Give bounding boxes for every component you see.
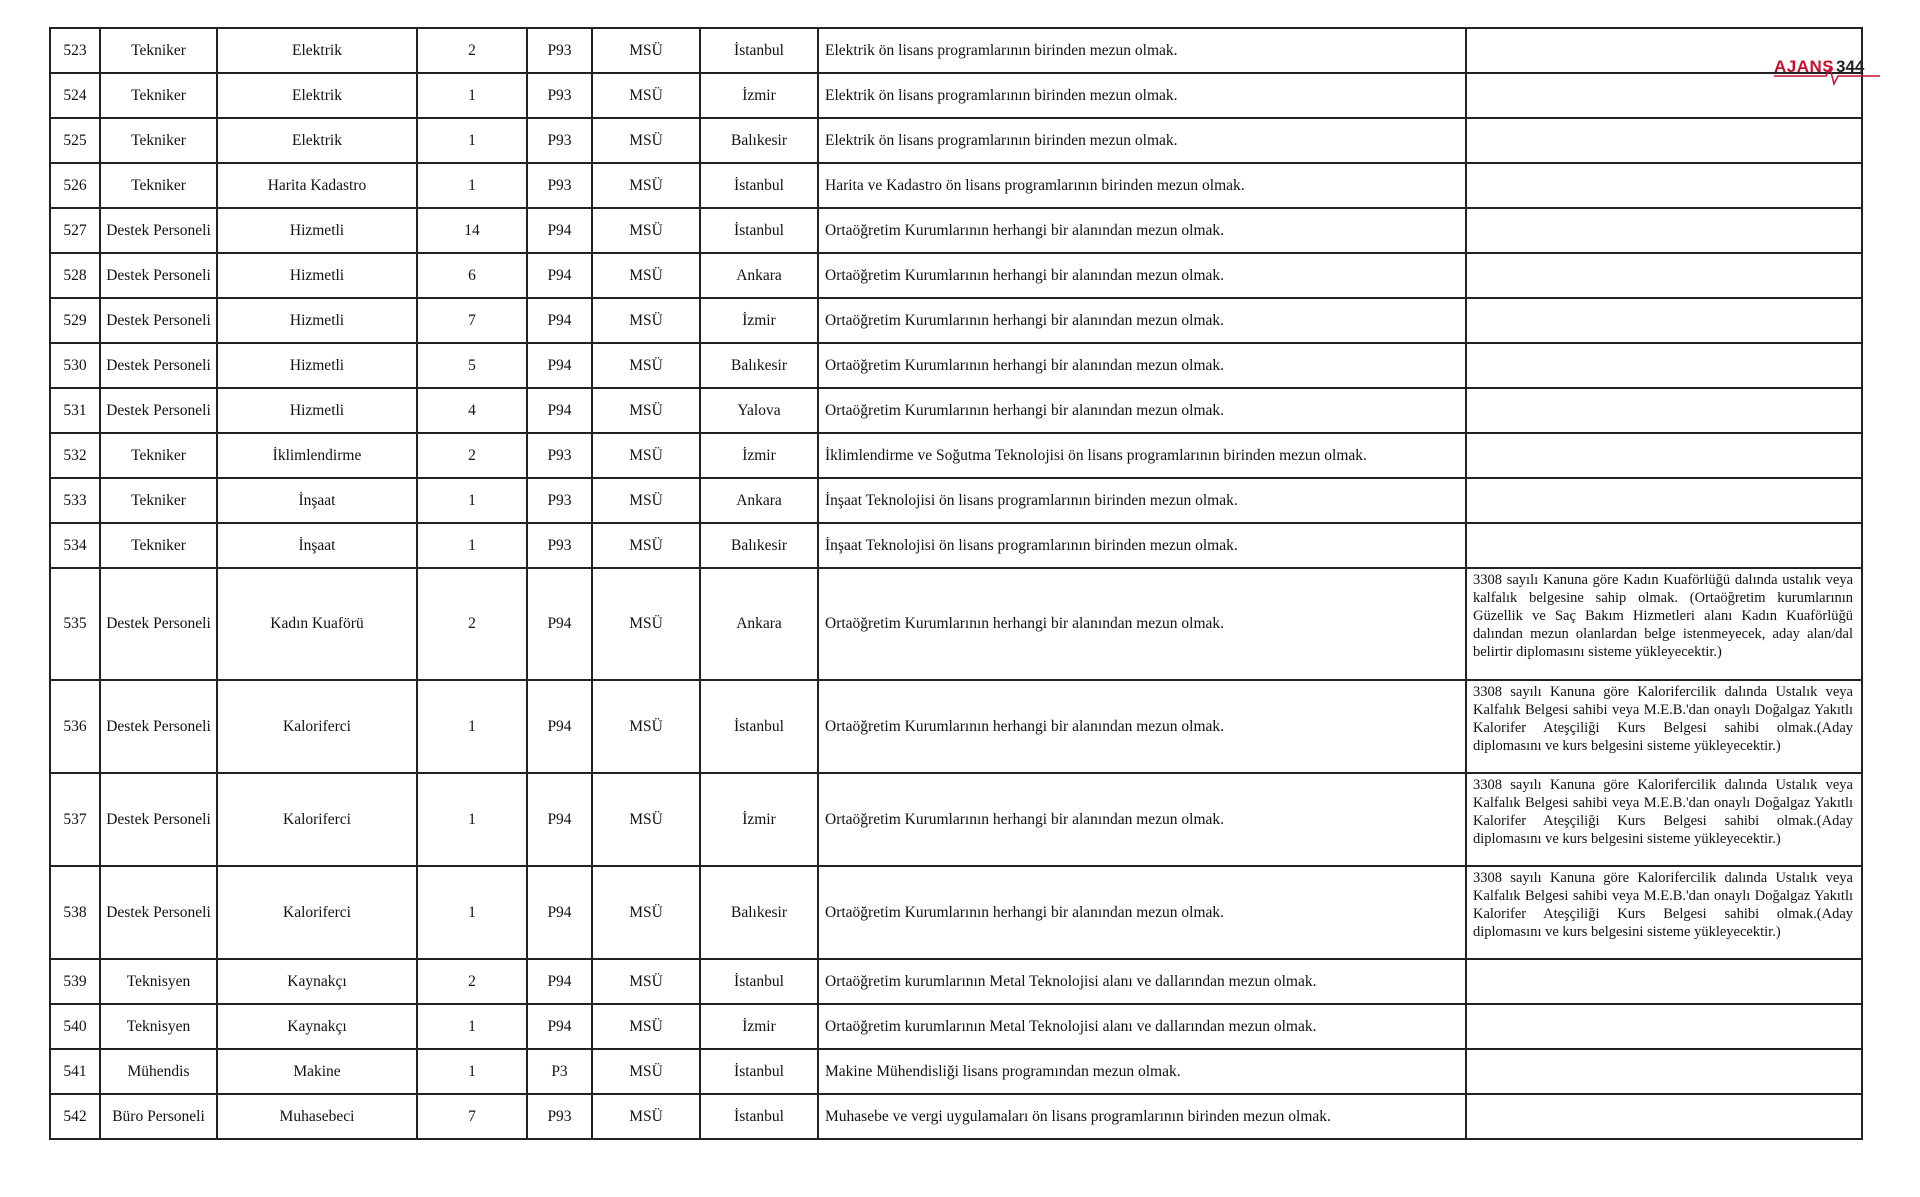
title-cell: İnşaat bbox=[217, 478, 417, 523]
code-cell: P94 bbox=[527, 253, 592, 298]
table-row bbox=[50, 680, 1862, 773]
requirement-cell: Ortaöğretim Kurumlarının herhangi bir alanından mezun olmak. bbox=[818, 388, 1466, 433]
unit-cell: MSÜ bbox=[592, 523, 700, 568]
count-cell: 1 bbox=[417, 523, 527, 568]
unit-cell: MSÜ bbox=[592, 568, 700, 680]
unit-cell: MSÜ bbox=[592, 163, 700, 208]
code-cell: P94 bbox=[527, 680, 592, 773]
table-row bbox=[50, 118, 1862, 163]
requirement-cell: Elektrik ön lisans programlarının birinden mezun olmak. bbox=[818, 73, 1466, 118]
count-cell: 1 bbox=[417, 163, 527, 208]
code-cell: P94 bbox=[527, 773, 592, 866]
row-number-cell: 538 bbox=[50, 866, 100, 959]
row-number-cell: 534 bbox=[50, 523, 100, 568]
count-cell: 6 bbox=[417, 253, 527, 298]
row-number-cell: 527 bbox=[50, 208, 100, 253]
code-cell: P94 bbox=[527, 568, 592, 680]
city-cell: İstanbul bbox=[700, 1094, 818, 1139]
title-cell: Muhasebeci bbox=[217, 1094, 417, 1139]
city-cell: Balıkesir bbox=[700, 866, 818, 959]
note-cell bbox=[1466, 433, 1862, 478]
note-cell: 3308 sayılı Kanuna göre Kadın Kuaförlüğü dalında ustalık veya kalfalık belgesine sahip olmak. (Ortaöğretim kurumlarının Güzellik ve Saç Bakım Hizmetleri alanı Kadın Kuaförlüğü dalından mezun olanlardan belge istenmeyecek, aday alan/dal belirtir diplomasını sisteme yükleyecektir.) bbox=[1466, 568, 1862, 680]
note-cell bbox=[1466, 163, 1862, 208]
unit-cell: MSÜ bbox=[592, 388, 700, 433]
unit-cell: MSÜ bbox=[592, 1004, 700, 1049]
title-cell: Kadın Kuaförü bbox=[217, 568, 417, 680]
note-cell bbox=[1466, 1094, 1862, 1139]
count-cell: 1 bbox=[417, 680, 527, 773]
table-row bbox=[50, 866, 1862, 959]
requirement-cell: Ortaöğretim Kurumlarının herhangi bir alanından mezun olmak. bbox=[818, 208, 1466, 253]
category-cell: Destek Personeli bbox=[100, 298, 217, 343]
city-cell: İstanbul bbox=[700, 28, 818, 73]
count-cell: 14 bbox=[417, 208, 527, 253]
city-cell: İzmir bbox=[700, 433, 818, 478]
row-number-cell: 540 bbox=[50, 1004, 100, 1049]
count-cell: 1 bbox=[417, 1049, 527, 1094]
category-cell: Tekniker bbox=[100, 118, 217, 163]
requirement-cell: İnşaat Teknolojisi ön lisans programlarının birinden mezun olmak. bbox=[818, 478, 1466, 523]
category-cell: Tekniker bbox=[100, 163, 217, 208]
note-cell: 3308 sayılı Kanuna göre Kalorifercilik dalında Ustalık veya Kalfalık Belgesi sahibi veya M.E.B.'dan onaylı Doğalgaz Yakıtlı Kalorifer Ateşçiliği Kurs Belgesi sahibi olmak.(Aday diplomasını ve kurs belgesini sisteme yükleyecektir.) bbox=[1466, 866, 1862, 959]
city-cell: İzmir bbox=[700, 298, 818, 343]
code-cell: P93 bbox=[527, 478, 592, 523]
count-cell: 2 bbox=[417, 959, 527, 1004]
count-cell: 1 bbox=[417, 478, 527, 523]
unit-cell: MSÜ bbox=[592, 298, 700, 343]
code-cell: P93 bbox=[527, 73, 592, 118]
unit-cell: MSÜ bbox=[592, 208, 700, 253]
title-cell: İklimlendirme bbox=[217, 433, 417, 478]
category-cell: Destek Personeli bbox=[100, 568, 217, 680]
logo-number-text: 344 bbox=[1836, 57, 1865, 76]
count-cell: 4 bbox=[417, 388, 527, 433]
category-cell: Büro Personeli bbox=[100, 1094, 217, 1139]
note-cell bbox=[1466, 478, 1862, 523]
title-cell: Elektrik bbox=[217, 73, 417, 118]
city-cell: Balıkesir bbox=[700, 343, 818, 388]
category-cell: Teknisyen bbox=[100, 1004, 217, 1049]
note-cell bbox=[1466, 959, 1862, 1004]
code-cell: P94 bbox=[527, 388, 592, 433]
city-cell: İstanbul bbox=[700, 959, 818, 1004]
row-number-cell: 528 bbox=[50, 253, 100, 298]
title-cell: Hizmetli bbox=[217, 298, 417, 343]
count-cell: 5 bbox=[417, 343, 527, 388]
unit-cell: MSÜ bbox=[592, 343, 700, 388]
city-cell: İzmir bbox=[700, 73, 818, 118]
table-row bbox=[50, 1094, 1862, 1139]
requirement-cell: Ortaöğretim Kurumlarının herhangi bir alanından mezun olmak. bbox=[818, 343, 1466, 388]
category-cell: Tekniker bbox=[100, 433, 217, 478]
requirement-cell: Ortaöğretim Kurumlarının herhangi bir alanından mezun olmak. bbox=[818, 866, 1466, 959]
title-cell: Kaynakçı bbox=[217, 959, 417, 1004]
note-cell: 3308 sayılı Kanuna göre Kalorifercilik dalında Ustalık veya Kalfalık Belgesi sahibi veya M.E.B.'dan onaylı Doğalgaz Yakıtlı Kalorifer Ateşçiliği Kurs Belgesi sahibi olmak.(Aday diplomasını ve kurs belgesini sisteme yükleyecektir.) bbox=[1466, 773, 1862, 866]
code-cell: P94 bbox=[527, 866, 592, 959]
title-cell: Elektrik bbox=[217, 28, 417, 73]
table-row bbox=[50, 568, 1862, 680]
title-cell: Hizmetli bbox=[217, 208, 417, 253]
row-number-cell: 523 bbox=[50, 28, 100, 73]
category-cell: Destek Personeli bbox=[100, 253, 217, 298]
title-cell: Hizmetli bbox=[217, 388, 417, 433]
table-row bbox=[50, 433, 1862, 478]
city-cell: Balıkesir bbox=[700, 523, 818, 568]
code-cell: P93 bbox=[527, 118, 592, 163]
category-cell: Tekniker bbox=[100, 28, 217, 73]
requirement-cell: Ortaöğretim Kurumlarının herhangi bir alanından mezun olmak. bbox=[818, 568, 1466, 680]
code-cell: P93 bbox=[527, 163, 592, 208]
title-cell: Makine bbox=[217, 1049, 417, 1094]
category-cell: Destek Personeli bbox=[100, 680, 217, 773]
city-cell: İstanbul bbox=[700, 680, 818, 773]
code-cell: P94 bbox=[527, 343, 592, 388]
table-row bbox=[50, 1004, 1862, 1049]
count-cell: 1 bbox=[417, 1004, 527, 1049]
unit-cell: MSÜ bbox=[592, 28, 700, 73]
note-cell bbox=[1466, 208, 1862, 253]
title-cell: Elektrik bbox=[217, 118, 417, 163]
requirement-cell: İklimlendirme ve Soğutma Teknolojisi ön lisans programlarının birinden mezun olmak. bbox=[818, 433, 1466, 478]
positions-table-body bbox=[50, 28, 1862, 1139]
unit-cell: MSÜ bbox=[592, 1094, 700, 1139]
city-cell: İstanbul bbox=[700, 208, 818, 253]
category-cell: Destek Personeli bbox=[100, 343, 217, 388]
requirement-cell: Makine Mühendisliği lisans programından mezun olmak. bbox=[818, 1049, 1466, 1094]
title-cell: Hizmetli bbox=[217, 343, 417, 388]
unit-cell: MSÜ bbox=[592, 253, 700, 298]
note-cell: 3308 sayılı Kanuna göre Kalorifercilik dalında Ustalık veya Kalfalık Belgesi sahibi veya M.E.B.'dan onaylı Doğalgaz Yakıtlı Kalorifer Ateşçiliği Kurs Belgesi sahibi olmak.(Aday diplomasını ve kurs belgesini sisteme yükleyecektir.) bbox=[1466, 680, 1862, 773]
requirement-cell: Ortaöğretim Kurumlarının herhangi bir alanından mezun olmak. bbox=[818, 773, 1466, 866]
requirement-cell: İnşaat Teknolojisi ön lisans programlarının birinden mezun olmak. bbox=[818, 523, 1466, 568]
category-cell: Destek Personeli bbox=[100, 388, 217, 433]
title-cell: Kaloriferci bbox=[217, 866, 417, 959]
title-cell: Kaloriferci bbox=[217, 680, 417, 773]
category-cell: Tekniker bbox=[100, 523, 217, 568]
requirement-cell: Elektrik ön lisans programlarının birinden mezun olmak. bbox=[818, 118, 1466, 163]
requirement-cell: Ortaöğretim kurumlarının Metal Teknolojisi alanı ve dallarından mezun olmak. bbox=[818, 959, 1466, 1004]
city-cell: İstanbul bbox=[700, 163, 818, 208]
row-number-cell: 526 bbox=[50, 163, 100, 208]
note-cell bbox=[1466, 523, 1862, 568]
unit-cell: MSÜ bbox=[592, 959, 700, 1004]
code-cell: P94 bbox=[527, 959, 592, 1004]
code-cell: P3 bbox=[527, 1049, 592, 1094]
row-number-cell: 539 bbox=[50, 959, 100, 1004]
unit-cell: MSÜ bbox=[592, 773, 700, 866]
table-row bbox=[50, 253, 1862, 298]
row-number-cell: 525 bbox=[50, 118, 100, 163]
table-row bbox=[50, 478, 1862, 523]
row-number-cell: 524 bbox=[50, 73, 100, 118]
code-cell: P93 bbox=[527, 433, 592, 478]
logo-brand-text: AJANS bbox=[1774, 57, 1835, 76]
table-row bbox=[50, 343, 1862, 388]
count-cell: 1 bbox=[417, 118, 527, 163]
row-number-cell: 533 bbox=[50, 478, 100, 523]
count-cell: 2 bbox=[417, 28, 527, 73]
row-number-cell: 541 bbox=[50, 1049, 100, 1094]
requirement-cell: Ortaöğretim kurumlarının Metal Teknolojisi alanı ve dallarından mezun olmak. bbox=[818, 1004, 1466, 1049]
count-cell: 1 bbox=[417, 73, 527, 118]
category-cell: Tekniker bbox=[100, 478, 217, 523]
note-cell bbox=[1466, 343, 1862, 388]
category-cell: Destek Personeli bbox=[100, 773, 217, 866]
requirement-cell: Ortaöğretim Kurumlarının herhangi bir alanından mezun olmak. bbox=[818, 253, 1466, 298]
note-cell bbox=[1466, 298, 1862, 343]
category-cell: Mühendis bbox=[100, 1049, 217, 1094]
code-cell: P94 bbox=[527, 208, 592, 253]
table-row bbox=[50, 28, 1862, 73]
city-cell: Ankara bbox=[700, 478, 818, 523]
table-row bbox=[50, 163, 1862, 208]
category-cell: Destek Personeli bbox=[100, 866, 217, 959]
row-number-cell: 529 bbox=[50, 298, 100, 343]
code-cell: P93 bbox=[527, 523, 592, 568]
note-cell bbox=[1466, 118, 1862, 163]
city-cell: İzmir bbox=[700, 1004, 818, 1049]
table-row bbox=[50, 388, 1862, 433]
requirement-cell: Muhasebe ve vergi uygulamaları ön lisans programlarının birinden mezun olmak. bbox=[818, 1094, 1466, 1139]
row-number-cell: 530 bbox=[50, 343, 100, 388]
title-cell: Harita Kadastro bbox=[217, 163, 417, 208]
category-cell: Destek Personeli bbox=[100, 208, 217, 253]
requirement-cell: Harita ve Kadastro ön lisans programlarının birinden mezun olmak. bbox=[818, 163, 1466, 208]
title-cell: Hizmetli bbox=[217, 253, 417, 298]
count-cell: 2 bbox=[417, 568, 527, 680]
category-cell: Tekniker bbox=[100, 73, 217, 118]
city-cell: Yalova bbox=[700, 388, 818, 433]
count-cell: 7 bbox=[417, 1094, 527, 1139]
note-cell bbox=[1466, 388, 1862, 433]
note-cell bbox=[1466, 1049, 1862, 1094]
row-number-cell: 537 bbox=[50, 773, 100, 866]
table-row bbox=[50, 208, 1862, 253]
title-cell: Kaynakçı bbox=[217, 1004, 417, 1049]
city-cell: İzmir bbox=[700, 773, 818, 866]
unit-cell: MSÜ bbox=[592, 1049, 700, 1094]
ajans344-logo bbox=[1774, 56, 1880, 86]
count-cell: 1 bbox=[417, 866, 527, 959]
code-cell: P93 bbox=[527, 1094, 592, 1139]
city-cell: Balıkesir bbox=[700, 118, 818, 163]
note-cell bbox=[1466, 1004, 1862, 1049]
row-number-cell: 535 bbox=[50, 568, 100, 680]
positions-table bbox=[49, 27, 1863, 1140]
unit-cell: MSÜ bbox=[592, 433, 700, 478]
table-row bbox=[50, 298, 1862, 343]
note-cell bbox=[1466, 253, 1862, 298]
row-number-cell: 532 bbox=[50, 433, 100, 478]
city-cell: İstanbul bbox=[700, 1049, 818, 1094]
table-row bbox=[50, 73, 1862, 118]
row-number-cell: 531 bbox=[50, 388, 100, 433]
code-cell: P93 bbox=[527, 28, 592, 73]
unit-cell: MSÜ bbox=[592, 866, 700, 959]
unit-cell: MSÜ bbox=[592, 118, 700, 163]
category-cell: Teknisyen bbox=[100, 959, 217, 1004]
table-row bbox=[50, 1049, 1862, 1094]
row-number-cell: 536 bbox=[50, 680, 100, 773]
requirement-cell: Elektrik ön lisans programlarının birinden mezun olmak. bbox=[818, 28, 1466, 73]
unit-cell: MSÜ bbox=[592, 478, 700, 523]
unit-cell: MSÜ bbox=[592, 73, 700, 118]
table-row bbox=[50, 959, 1862, 1004]
count-cell: 1 bbox=[417, 773, 527, 866]
requirement-cell: Ortaöğretim Kurumlarının herhangi bir alanından mezun olmak. bbox=[818, 298, 1466, 343]
city-cell: Ankara bbox=[700, 568, 818, 680]
title-cell: Kaloriferci bbox=[217, 773, 417, 866]
count-cell: 7 bbox=[417, 298, 527, 343]
positions-table-container bbox=[49, 27, 1861, 1140]
table-row bbox=[50, 523, 1862, 568]
title-cell: İnşaat bbox=[217, 523, 417, 568]
requirement-cell: Ortaöğretim Kurumlarının herhangi bir alanından mezun olmak. bbox=[818, 680, 1466, 773]
count-cell: 2 bbox=[417, 433, 527, 478]
code-cell: P94 bbox=[527, 1004, 592, 1049]
table-row bbox=[50, 773, 1862, 866]
row-number-cell: 542 bbox=[50, 1094, 100, 1139]
city-cell: Ankara bbox=[700, 253, 818, 298]
code-cell: P94 bbox=[527, 298, 592, 343]
unit-cell: MSÜ bbox=[592, 680, 700, 773]
